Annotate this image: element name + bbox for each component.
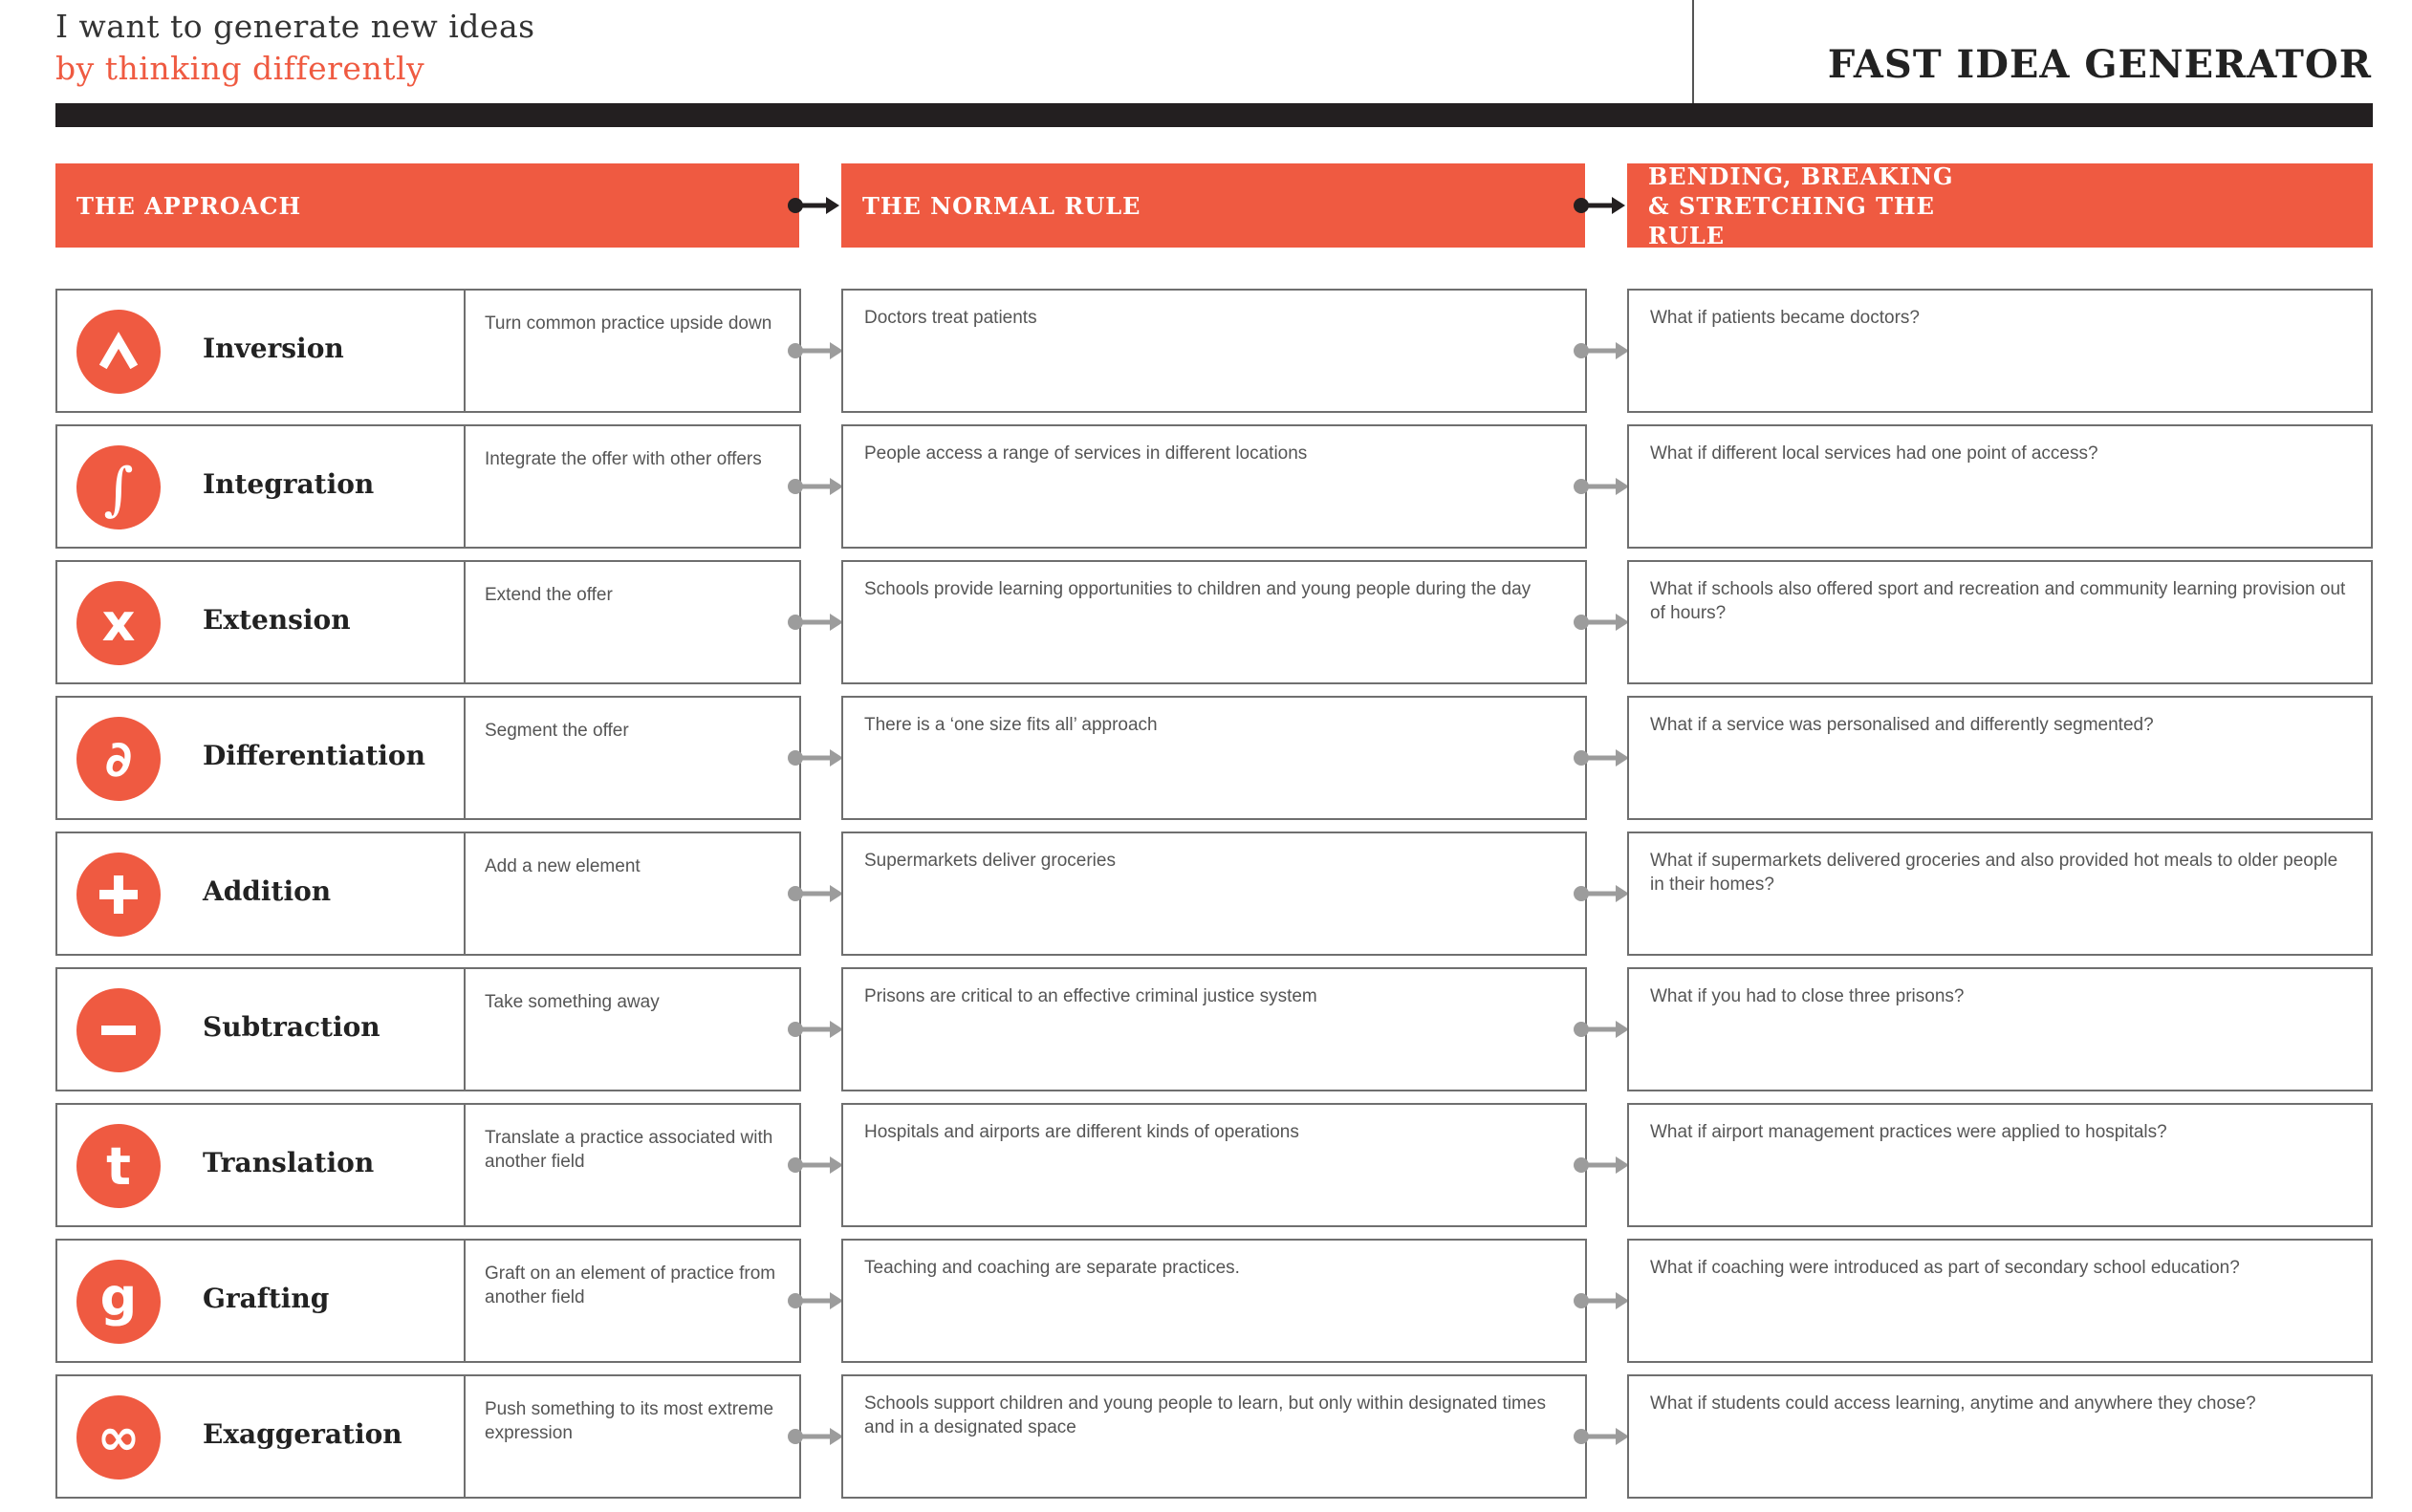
normal-rule-text: Supermarkets deliver groceries [864,851,1116,871]
normal-rule-cell [841,424,1587,549]
bending-rule-text: What if schools also offered sport and recreation and community learning provision out of hours? [1650,579,2346,623]
approach-label-cell [57,1105,466,1225]
arrow-connector-wrap [1572,1425,1633,1448]
approach-card [55,424,801,549]
svg-text:∫: ∫ [103,456,134,523]
column-header-bending-label: BENDING, BREAKING & STRETCHING THE RULE [1648,162,1954,249]
header-arrow-connector-1 [786,196,843,215]
approach-name: Extension [203,604,351,636]
arrow-connector-wrap [1572,882,1633,905]
arrow-connector [786,611,847,634]
bending-rule-text: What if coaching were introduced as part of secondary school education? [1650,1258,2240,1278]
approach-description: Push something to its most extreme expression [485,1399,774,1443]
arrow-connector-wrap [786,1154,847,1177]
approach-description: Segment the offer [485,721,629,741]
normal-rule-cell [841,1103,1587,1227]
bending-rule-text: What if patients became doctors? [1650,308,1920,328]
bending-rule-cell [1627,424,2373,549]
arrow-connector-wrap [1572,746,1633,769]
bending-rule-cell [1627,967,2373,1091]
arrow-connector [786,882,847,905]
approach-label-cell [57,1241,466,1361]
approach-label-cell [57,698,466,818]
arrow-connector [1572,746,1633,769]
bending-rule-text: What if supermarkets delivered groceries and also provided hot meals to older people in their homes? [1650,851,2338,895]
arrow-connector-wrap [786,746,847,769]
integral-icon [76,445,161,529]
approach-card [55,1103,801,1227]
normal-rule-cell [841,560,1587,684]
arrow-connector [786,339,847,362]
normal-rule-text: People access a range of services in different locations [864,443,1308,464]
page-title: FAST IDEA GENERATOR [1827,42,2372,87]
approach-name: Addition [203,875,332,907]
normal-rule-text: Prisons are critical to an effective criminal justice system [864,986,1317,1006]
bending-rule-cell [1627,832,2373,956]
normal-rule-cell [841,289,1587,413]
arrow-connector-wrap [786,1018,847,1041]
arrow-connector-wrap [1572,475,1633,498]
column-header-normal-rule [841,163,1585,248]
arrow-connector [786,1289,847,1312]
arrow-connector [786,1425,847,1448]
approach-card [55,696,801,820]
bending-rule-cell [1627,1239,2373,1363]
approach-description: Add a new element [485,856,641,876]
approach-card [55,1374,801,1499]
approach-name: Integration [203,468,375,500]
approach-description: Turn common practice upside down [485,313,772,334]
header-divider [1692,0,1694,103]
approach-name: Exaggeration [203,1418,402,1450]
approach-description: Take something away [485,992,660,1012]
arrow-connector-wrap [786,339,847,362]
bending-rule-text: What if a service was personalised and differently segmented? [1650,715,2154,735]
approach-name: Translation [203,1147,375,1178]
header-subtitle-line1: I want to generate new ideas [55,8,535,45]
svg-text:x: x [101,593,136,653]
normal-rule-text: Schools provide learning opportunities to children and young people during the day [864,579,1532,599]
arrow-connector [1572,1154,1633,1177]
arrow-connector-wrap [1572,1154,1633,1177]
normal-rule-cell [841,696,1587,820]
arrow-connector-wrap [1572,339,1633,362]
minus-icon [76,988,161,1072]
header-arrow-connector-2 [1572,196,1629,215]
arrow-connector [1572,1018,1633,1041]
arrow-connector-wrap [1572,611,1633,634]
infinity-icon [76,1395,161,1480]
bending-rule-text: What if students could access learning, anytime and anywhere they chose? [1650,1393,2256,1414]
arrow-connector [1572,1289,1633,1312]
normal-rule-cell [841,1239,1587,1363]
approach-label-cell [57,562,466,682]
arrow-connector-wrap [786,475,847,498]
arrow-connector [1572,475,1633,498]
column-header-approach-label: THE APPROACH [76,191,302,220]
arrow-connector-wrap [1572,1018,1633,1041]
arrow-connector [786,746,847,769]
letter-g-icon [76,1260,161,1344]
header-subtitle-line2: by thinking differently [55,50,425,87]
svg-text:g: g [99,1267,138,1328]
bending-rule-cell [1627,560,2373,684]
approach-label-cell [57,291,466,411]
normal-rule-text: There is a ‘one size fits all’ approach [864,715,1158,735]
arrow-connector [786,1018,847,1041]
approach-name: Inversion [203,333,344,364]
arrow-connector-wrap [786,611,847,634]
arrow-connector-wrap [786,1425,847,1448]
header-bar [55,103,2373,127]
plus-icon [76,853,161,937]
bending-rule-cell [1627,696,2373,820]
bending-rule-cell [1627,1374,2373,1499]
caret-up-icon [76,310,161,394]
approach-card [55,289,801,413]
arrow-connector [786,1154,847,1177]
column-header-bending [1627,163,2373,248]
column-header-approach [55,163,799,248]
approach-label-cell [57,1376,466,1497]
normal-rule-text: Teaching and coaching are separate practices. [864,1258,1240,1278]
approach-description: Graft on an element of practice from another field [485,1264,776,1307]
bending-rule-text: What if airport management practices were applied to hospitals? [1650,1122,2167,1142]
approach-description: Translate a practice associated with another field [485,1128,773,1172]
approach-name: Subtraction [203,1011,380,1043]
approach-name: Differentiation [203,740,425,771]
normal-rule-text: Schools support children and young people to learn, but only within designated times and in a designated space [864,1393,1546,1437]
approach-card [55,832,801,956]
svg-text:t: t [106,1136,131,1197]
approach-card [55,560,801,684]
letter-t-icon [76,1124,161,1208]
arrow-connector [1572,611,1633,634]
bending-rule-text: What if different local services had one point of access? [1650,443,2098,464]
arrow-connector [1572,882,1633,905]
bending-rule-cell [1627,1103,2373,1227]
arrow-connector [1572,1425,1633,1448]
partial-derivative-icon [76,717,161,801]
approach-description: Integrate the offer with other offers [485,449,762,469]
arrow-connector-wrap [786,1289,847,1312]
normal-rule-text: Doctors treat patients [864,308,1037,328]
bending-rule-text: What if you had to close three prisons? [1650,986,1965,1006]
arrow-connector [1572,339,1633,362]
approach-card [55,1239,801,1363]
arrow-connector [786,475,847,498]
approach-label-cell [57,969,466,1090]
approach-label-cell [57,426,466,547]
approach-description: Extend the offer [485,585,613,605]
approach-label-cell [57,833,466,954]
normal-rule-cell [841,967,1587,1091]
bending-rule-cell [1627,289,2373,413]
multiply-x-icon [76,581,161,665]
arrow-connector-wrap [1572,1289,1633,1312]
normal-rule-cell [841,1374,1587,1499]
approach-card [55,967,801,1091]
svg-text:∞: ∞ [97,1407,141,1467]
normal-rule-cell [841,832,1587,956]
svg-text:∂: ∂ [104,731,133,788]
approach-name: Grafting [203,1283,330,1314]
arrow-connector-wrap [786,882,847,905]
normal-rule-text: Hospitals and airports are different kinds of operations [864,1122,1299,1142]
column-header-normal-rule-label: THE NORMAL RULE [862,191,1141,220]
